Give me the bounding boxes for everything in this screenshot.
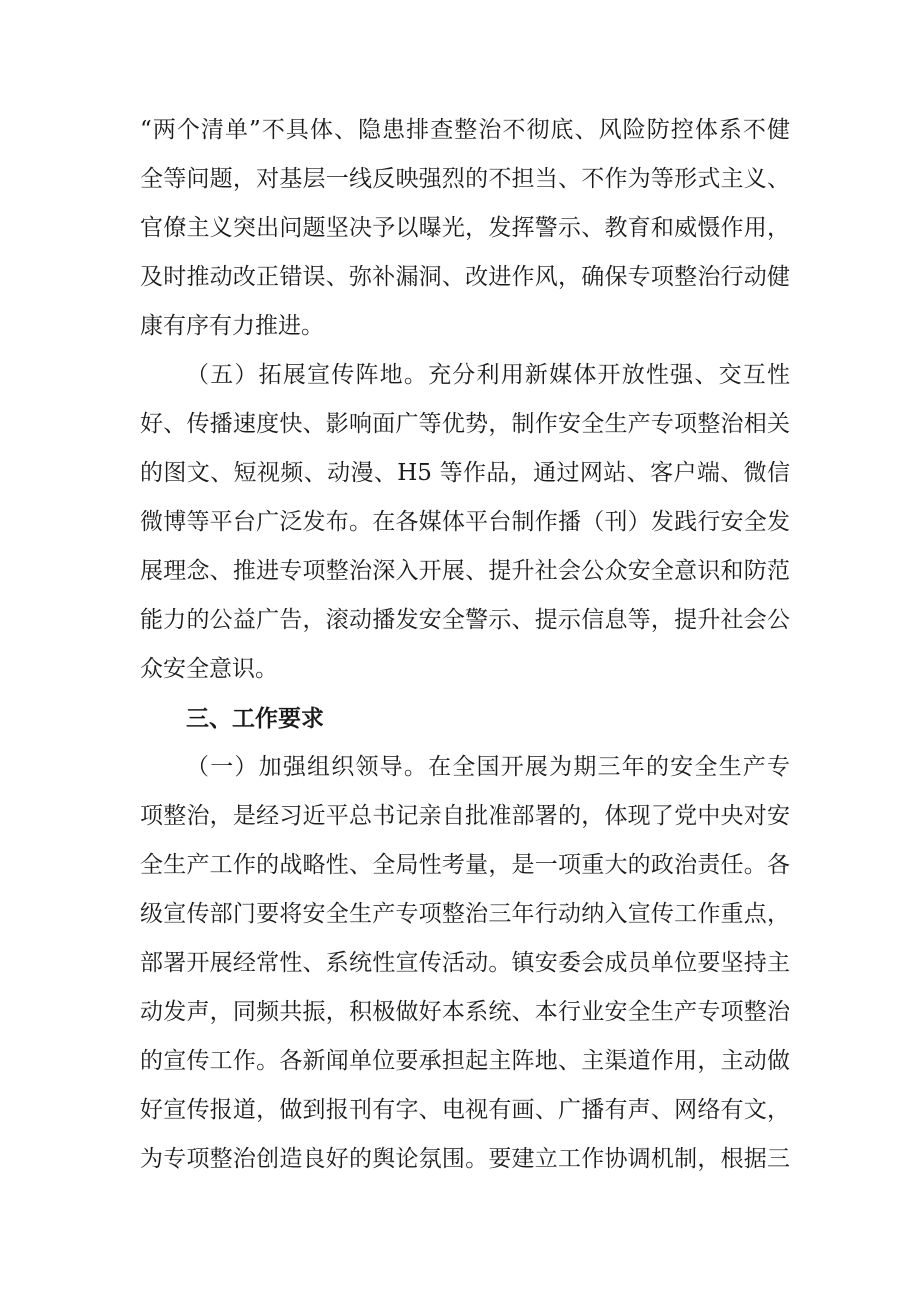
paragraph-line: 为专项整治创造良好的舆论氛围。要建立工作协调机制，根据三	[140, 1146, 790, 1172]
paragraph-line: 的图文、短视频、动漫、H5 等作品，通过网站、客户端、微信	[140, 460, 790, 486]
paragraph-line: 动发声，同频共振，积极做好本系统、本行业安全生产专项整治	[140, 999, 790, 1025]
paragraph-line: 及时推动改正错误、弥补漏洞、改进作风，确保专项整治行动健	[140, 264, 790, 290]
paragraph-line: 的宣传工作。各新闻单位要承担起主阵地、主渠道作用，主动做	[140, 1048, 790, 1074]
paragraph-line: 官僚主义突出问题坚决予以曝光，发挥警示、教育和威慑作用，	[140, 215, 790, 241]
paragraph-line: 微博等平台广泛发布。在各媒体平台制作播（刊）发践行安全发	[140, 509, 790, 535]
paragraph-line: 好宣传报道，做到报刊有字、电视有画、广播有声、网络有文，	[140, 1097, 790, 1123]
paragraph-line: 众安全意识。	[140, 656, 278, 682]
paragraph-line: 部署开展经常性、系统性宣传活动。镇安委会成员单位要坚持主	[140, 950, 790, 976]
paragraph-first-line: （一）加强组织领导。在全国开展为期三年的安全生产专	[186, 754, 790, 780]
paragraph-line: 好、传播速度快、影响面广等优势，制作安全生产专项整治相关	[140, 411, 790, 437]
paragraph-line: 全等问题，对基层一线反映强烈的不担当、不作为等形式主义、	[140, 166, 790, 192]
paragraph-line: 展理念、推进专项整治深入开展、提升社会公众安全意识和防范	[140, 558, 790, 584]
paragraph-line: 全生产工作的战略性、全局性考量，是一项重大的政治责任。各	[140, 852, 790, 878]
paragraph-line: “两个清单”不具体、隐患排查整治不彻底、风险防控体系不健	[140, 117, 790, 143]
paragraph-line: 能力的公益广告，滚动播发安全警示、提示信息等，提升社会公	[140, 607, 790, 633]
paragraph-line: 康有序有力推进。	[140, 313, 324, 339]
paragraph-first-line: （五）拓展宣传阵地。充分利用新媒体开放性强、交互性	[186, 362, 790, 388]
paragraph-line: 级宣传部门要将安全生产专项整治三年行动纳入宣传工作重点，	[140, 901, 790, 927]
section-heading: 三、工作要求	[186, 706, 324, 732]
paragraph-line: 项整治，是经习近平总书记亲自批准部署的，体现了党中央对安	[140, 803, 790, 829]
